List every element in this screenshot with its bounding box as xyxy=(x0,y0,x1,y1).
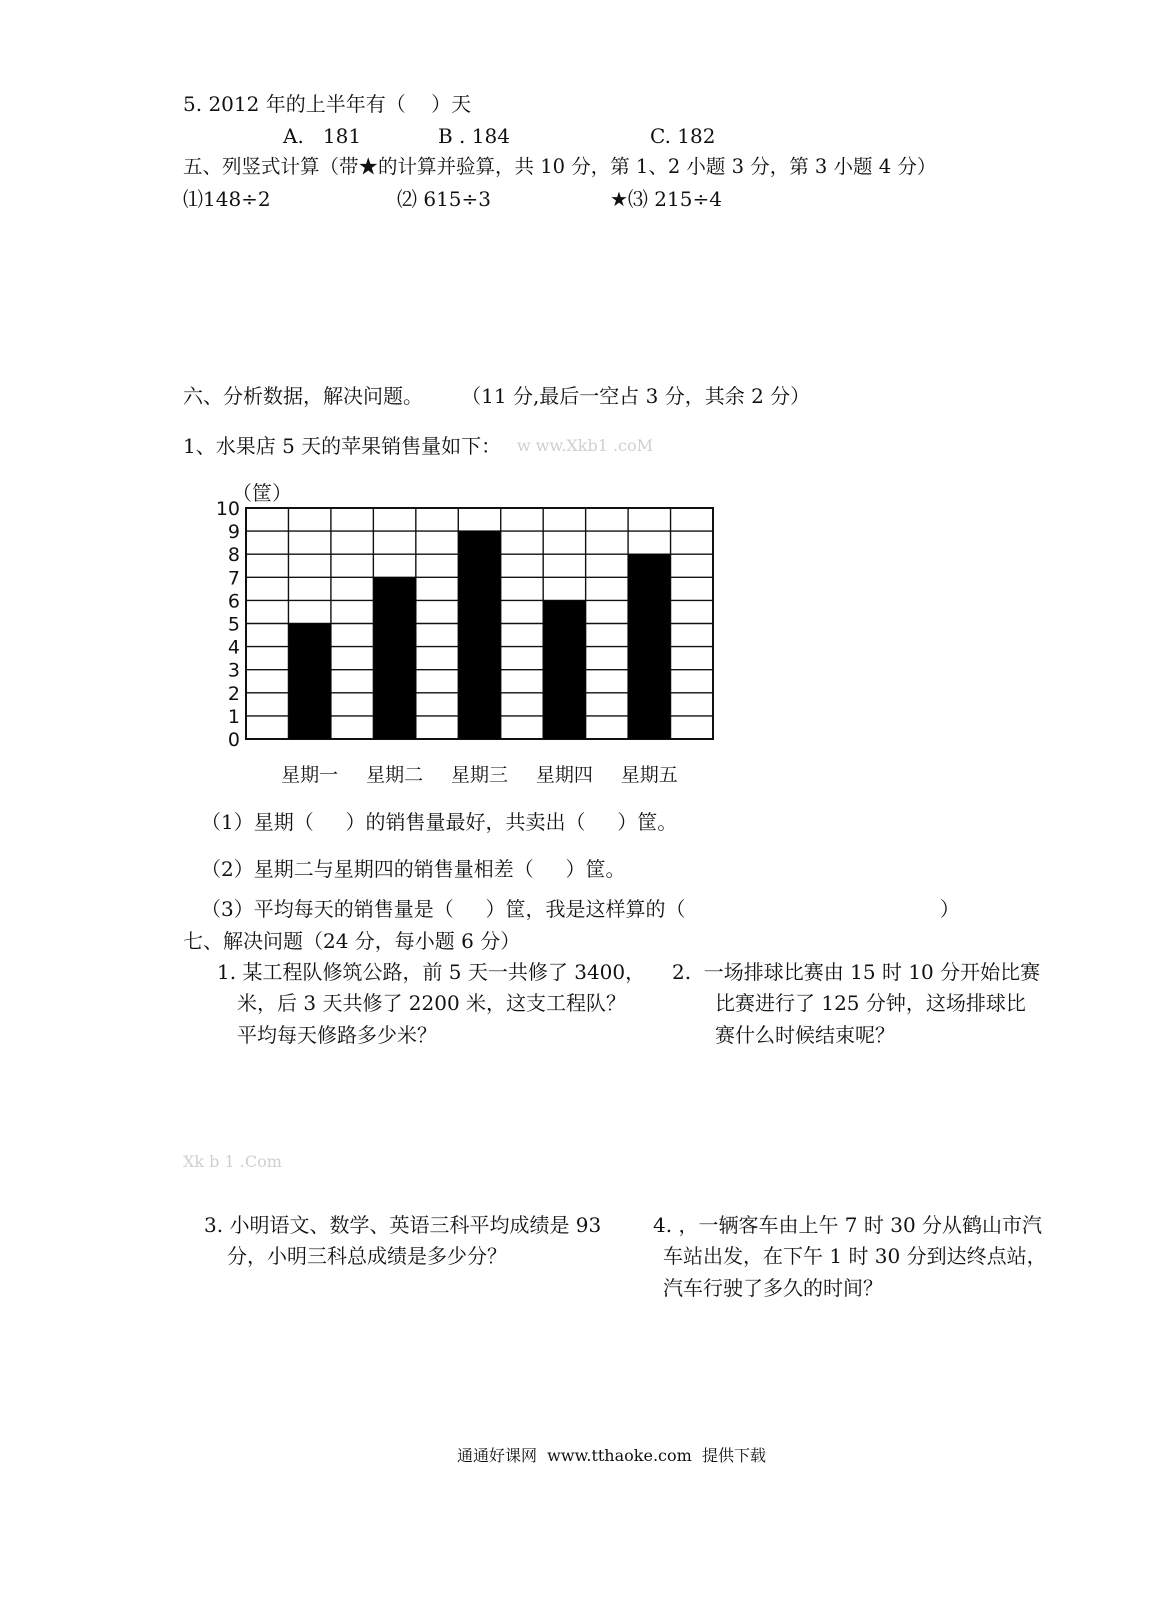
y-tick-label: 3 xyxy=(227,659,240,682)
y-tick-label: 4 xyxy=(227,636,240,659)
x-tick-label: 星期五 xyxy=(620,764,678,786)
problem-2-line-1: 2. 一场排球比赛由 15 时 10 分开始比赛 xyxy=(672,960,1041,984)
question-6-sub-3: （3）平均每天的销售量是（ ）筐，我是这样算的（ ） xyxy=(201,897,960,921)
bar-星期二 xyxy=(373,577,415,739)
watermark-1: w ww.Xkb1 .coM xyxy=(517,436,654,455)
sales-bar-chart xyxy=(0,0,1163,800)
problem-2-line-2: 比赛进行了 125 分钟，这场排球比 xyxy=(715,991,1026,1015)
problem-1-line-3: 平均每天修路多少米？ xyxy=(237,1023,437,1047)
x-tick-label: 星期二 xyxy=(366,764,424,786)
y-tick-label: 5 xyxy=(227,613,240,636)
chart-bars xyxy=(288,531,670,739)
problem-1-line-1: 1. 某工程队修筑公路，前 5 天一共修了 3400， xyxy=(217,960,646,984)
question-5: 5. 2012 年的上半年有（ ）天 xyxy=(183,92,472,116)
y-tick-label: 6 xyxy=(227,590,240,613)
option-b: B . 184 xyxy=(438,124,510,148)
x-tick-label: 星期三 xyxy=(450,764,509,786)
y-tick-label: 9 xyxy=(227,521,240,544)
section-7-heading: 七、解决问题（24 分，每小题 6 分） xyxy=(183,929,521,953)
problem-1-line-2: 米，后 3 天共修了 2200 米，这支工程队？ xyxy=(237,991,627,1015)
chart-x-labels xyxy=(281,764,678,786)
problem-4-line-2: 车站出发，在下午 1 时 30 分到达终点站， xyxy=(663,1244,1047,1268)
option-a: A. 181 xyxy=(283,124,362,148)
bar-星期一 xyxy=(288,624,330,740)
bar-星期五 xyxy=(628,554,670,739)
problem-3-line-1: 3. 小明语文、数学、英语三科平均成绩是 93 xyxy=(204,1213,602,1237)
y-tick-label: 8 xyxy=(227,544,240,567)
chart-unit-label: （筐） xyxy=(232,481,292,505)
calc-item-3: ★⑶ 215÷4 xyxy=(610,187,722,211)
calc-item-2: ⑵ 615÷3 xyxy=(397,187,492,211)
y-tick-label: 0 xyxy=(227,729,240,751)
problem-4-line-3: 汽车行驶了多久的时间？ xyxy=(663,1276,883,1300)
y-tick-label: 7 xyxy=(227,567,240,590)
y-tick-label: 2 xyxy=(227,682,240,705)
option-c: C. 182 xyxy=(650,124,716,148)
chart-y-ticks xyxy=(216,498,240,751)
problem-2-line-3: 赛什么时候结束呢？ xyxy=(715,1023,895,1047)
bar-星期三 xyxy=(458,531,500,739)
question-6-sub-2: （2）星期二与星期四的销售量相差（ ）筐。 xyxy=(201,857,626,881)
watermark-2: Xk b 1 .Com xyxy=(183,1152,282,1171)
y-tick-label: 10 xyxy=(215,498,240,520)
calc-item-1: ⑴148÷2 xyxy=(183,187,271,211)
bar-星期四 xyxy=(543,600,585,739)
y-tick-label: 1 xyxy=(227,705,240,728)
x-tick-label: 星期一 xyxy=(281,764,339,786)
question-6-sub-1: （1）星期（ ）的销售量最好，共卖出（ ）筐。 xyxy=(201,810,678,834)
footer-text: 通通好课网 www.tthaoke.com 提供下载 xyxy=(457,1446,766,1465)
problem-4-line-1: 4. ，一辆客车由上午 7 时 30 分从鹤山市汽 xyxy=(653,1213,1043,1237)
problem-3-line-2: 分，小明三科总成绩是多少分？ xyxy=(227,1244,507,1268)
section-5-heading: 五、列竖式计算（带★的计算并验算，共 10 分，第 1、2 小题 3 分，第 3 小题 4 分） xyxy=(183,155,937,178)
x-tick-label: 星期四 xyxy=(535,764,593,786)
section-6-heading: 六、分析数据，解决问题。 （11 分,最后一空占 3 分，其余 2 分） xyxy=(183,384,811,408)
question-6-1-intro: 1、水果店 5 天的苹果销售量如下： xyxy=(183,434,502,458)
